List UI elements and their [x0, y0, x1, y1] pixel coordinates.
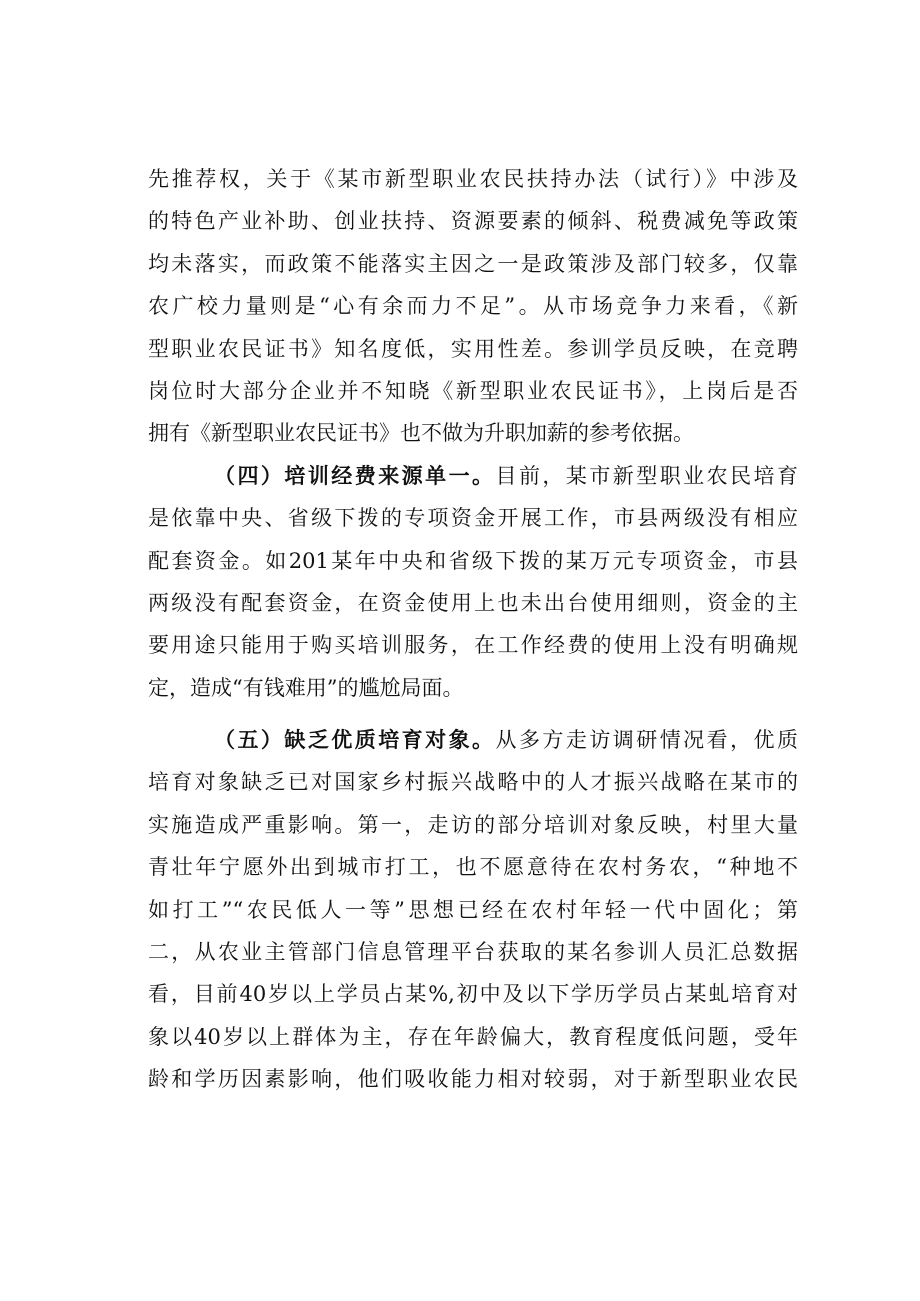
text-line: 象以40岁以上群体为主，存在年龄偏大，教育程度低问题，受年 — [148, 1024, 798, 1049]
paragraph-first-line — [148, 719, 798, 761]
text-line: 岗位时大部分企业并不知晓《新型职业农民证书》，上岗后是否 — [148, 378, 798, 403]
text-line: 先推荐权，关于《某市新型职业农民扶持办法（试行）》中涉及 — [148, 167, 798, 191]
paragraph-gap — [148, 709, 798, 719]
paragraph-trainees — [148, 719, 798, 1101]
section-heading-trainees: （五）缺乏优质培育对象。 — [214, 728, 496, 753]
text-run: 从多方走访调研情况看，优质 — [495, 728, 798, 753]
text-line: 培育对象缺乏已对国家乡村振兴战略中的人才振兴战略在某市的 — [148, 770, 798, 795]
text-line: 的特色产业补助、创业扶持、资源要素的倾斜、税费减免等政策 — [148, 209, 798, 234]
paragraph-policy — [148, 158, 798, 455]
text-line: 要用途只能用于购买培训服务，在工作经费的使用上没有明确规 — [148, 633, 798, 658]
text-line: 看，目前40岁以上学员占某%,初中及以下学历学员占某虬培育对 — [148, 982, 798, 1007]
text-line: 两级没有配套资金，在资金使用上也未出台使用细则，资金的主 — [148, 590, 798, 615]
text-line: 二，从农业主管部门信息管理平台获取的某名参训人员汇总数据 — [148, 940, 798, 965]
text-line: 型职业农民证书》知名度低，实用性差。参训学员反映，在竞聘 — [148, 336, 798, 361]
paragraph-funding — [148, 455, 798, 709]
text-line: 农广校力量则是“心有余而力不足”。从市场竞争力来看，《新 — [148, 294, 798, 319]
text-line: 是依靠中央、省级下拨的专项资金开展工作，市县两级没有相应 — [148, 506, 798, 531]
text-line: 青壮年宁愿外出到城市打工，也不愿意待在农村务农，“种地不 — [148, 855, 798, 880]
text-line: 定，造成“有钱难用”的尴尬局面。 — [148, 675, 464, 700]
document-body — [148, 158, 798, 1101]
text-line: 龄和学历因素影响，他们吸收能力相对较弱，对于新型职业农民 — [148, 1067, 798, 1092]
paragraph-first-line — [148, 455, 798, 497]
section-heading-funding: （四）培训经费来源单一。 — [214, 463, 496, 488]
text-line: 如打工”“农民低人一等”思想已经在农村年轻一代中固化；第 — [148, 897, 798, 922]
text-run: 目前，某市新型职业农民培育 — [495, 463, 798, 488]
text-line: 配套资金。如201某年中央和省级下拨的某万元专项资金，市县 — [148, 548, 798, 573]
text-line: 拥有《新型职业农民证书》也不做为升职加薪的参考依据。 — [148, 421, 694, 446]
text-line: 均未落实，而政策不能落实主因之一是政策涉及部门较多，仅靠 — [148, 251, 798, 276]
text-line: 实施造成严重影响。第一，走访的部分培训对象反映，村里大量 — [148, 812, 798, 837]
